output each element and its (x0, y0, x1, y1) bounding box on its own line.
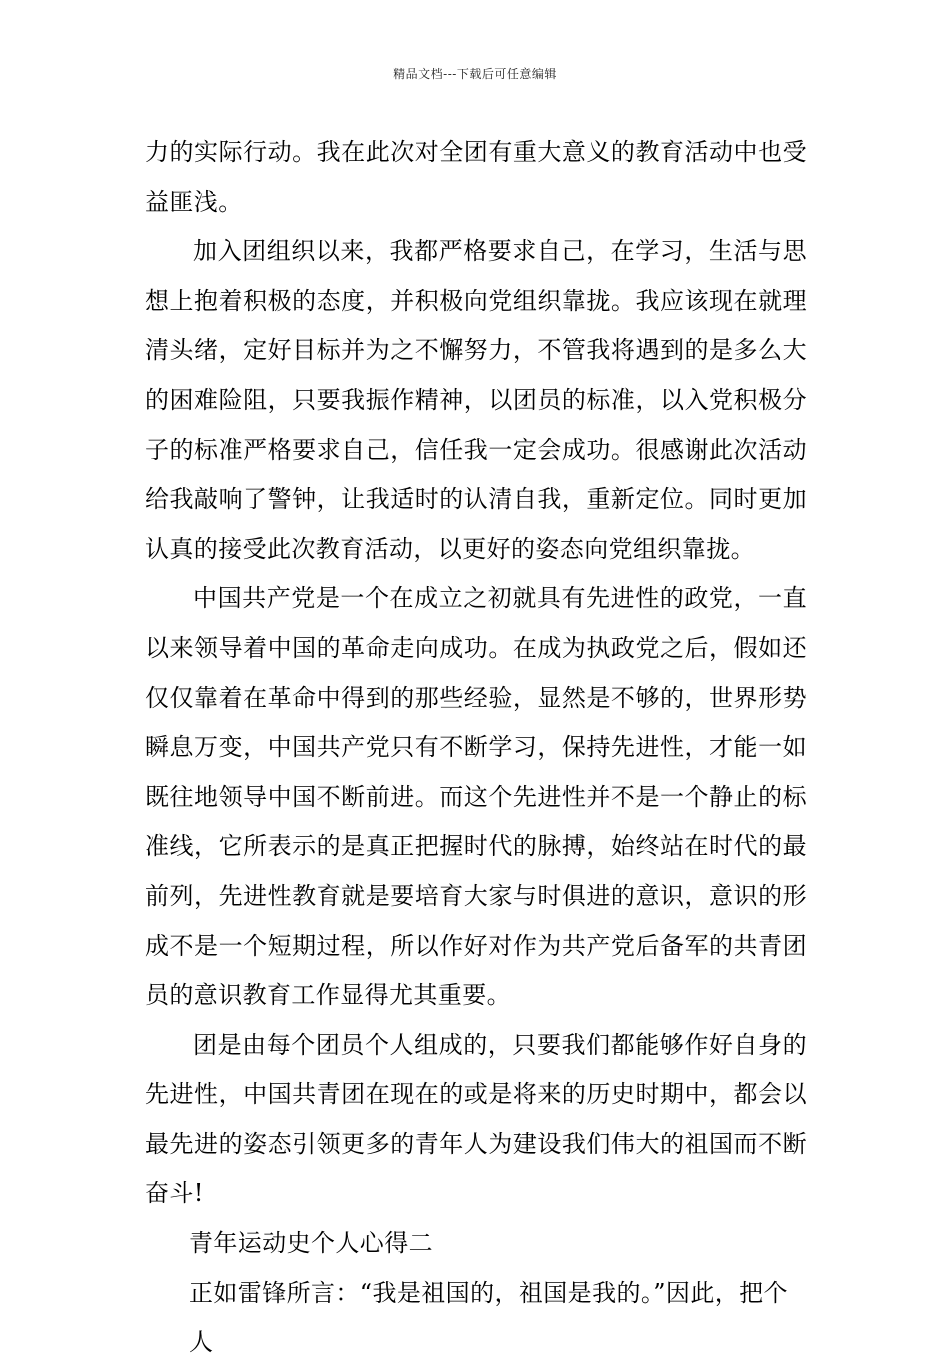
paragraph-2: 加入团组织以来，我都严格要求自己，在学习，生活与思想上抱着积极的态度，并积极向党组织靠拢。我应该现在就理清头绪，定好目标并为之不懈努力，不管我将遇到的是多么大的困难险阻，只要我振作精神，以团员的标准，以入党积极分子的标准严格要求自己，信任我一定会成功。很感谢此次活动给我敲响了警钟，让我适时的认清自我，重新定位。同时更加认真的接受此次教育活动，以更好的姿态向党组织靠拢。 (145, 237, 807, 563)
paragraph-3: 中国共产党是一个在成立之初就具有先进性的政党，一直以来领导着中国的革命走向成功。在成为执政党之后，假如还仅仅靠着在革命中得到的那些经验，显然是不够的，世界形势瞬息万变，中国共产党只有不断学习，保持先进性，才能一如既往地领导中国不断前进。而这个先进性并不是一个静止的标准线，它所表示的是真正把握时代的脉搏，始终站在时代的最前列，先进性教育就是要培育大家与时俱进的意识，意识的形成不是一个短期过程，所以作好对作为共产党后备军的共青团员的意识教育工作显得尤其重要。 (145, 584, 807, 1010)
document-body (145, 128, 807, 1368)
paragraph-4: 团是由每个团员个人组成的，只要我们都能够作好自身的先进性，中国共青团在现在的或是将来的历史时期中，都会以最先进的姿态引领更多的青年人为建设我们伟大的祖国而不断奋斗! (145, 1030, 807, 1208)
section-heading: 青年运动史个人心得二 (189, 1229, 433, 1258)
paragraph-1: 力的实际行动。我在此次对全团有重大意义的教育活动中也受益匪浅。 (145, 138, 807, 216)
page-header: 精品文档---下载后可任意编辑 (393, 67, 557, 81)
paragraph-5: 正如雷锋所言：“我是祖国的，祖国是我的。”因此，把个人 (189, 1278, 788, 1357)
